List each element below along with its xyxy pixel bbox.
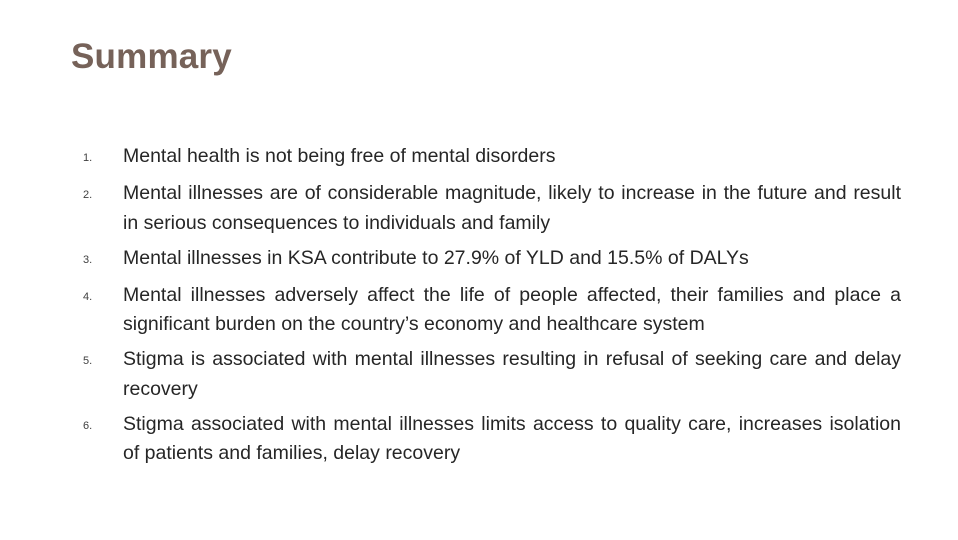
list-item-text: Stigma associated with mental illnesses limits access to quality care, increases isolation of patients and families, delay recovery (123, 412, 901, 464)
list-item-number: 1. (83, 152, 93, 164)
list-item-number: 5. (83, 355, 93, 367)
list-item-text: Mental health is not being free of mental disorders (123, 145, 556, 167)
list-item-number: 6. (83, 419, 93, 432)
list-item (83, 410, 901, 469)
summary-list (83, 142, 901, 474)
list-item (83, 345, 901, 404)
list-item-text: Mental illnesses adversely affect the life of people affected, their families and place a significant burden on the country’s economy and healthcare system (123, 283, 901, 335)
list-item (83, 281, 901, 340)
list-item-number: 4. (83, 290, 93, 303)
list-item-number: 3. (83, 253, 93, 266)
list-item-text: Stigma is associated with mental illnesses resulting in refusal of seeking care and delay recovery (123, 348, 901, 400)
list-item (83, 179, 901, 238)
slide-title: Summary (71, 37, 232, 76)
list-item-number: 2. (83, 189, 93, 201)
list-item (83, 244, 901, 276)
list-item-text: Mental illnesses in KSA contribute to 27.9% of YLD and 15.5% of DALYs (123, 246, 749, 269)
list-item-text: Mental illnesses are of considerable magnitude, likely to increase in the future and result in serious consequences to individuals and family (123, 182, 901, 234)
list-item (83, 142, 901, 174)
